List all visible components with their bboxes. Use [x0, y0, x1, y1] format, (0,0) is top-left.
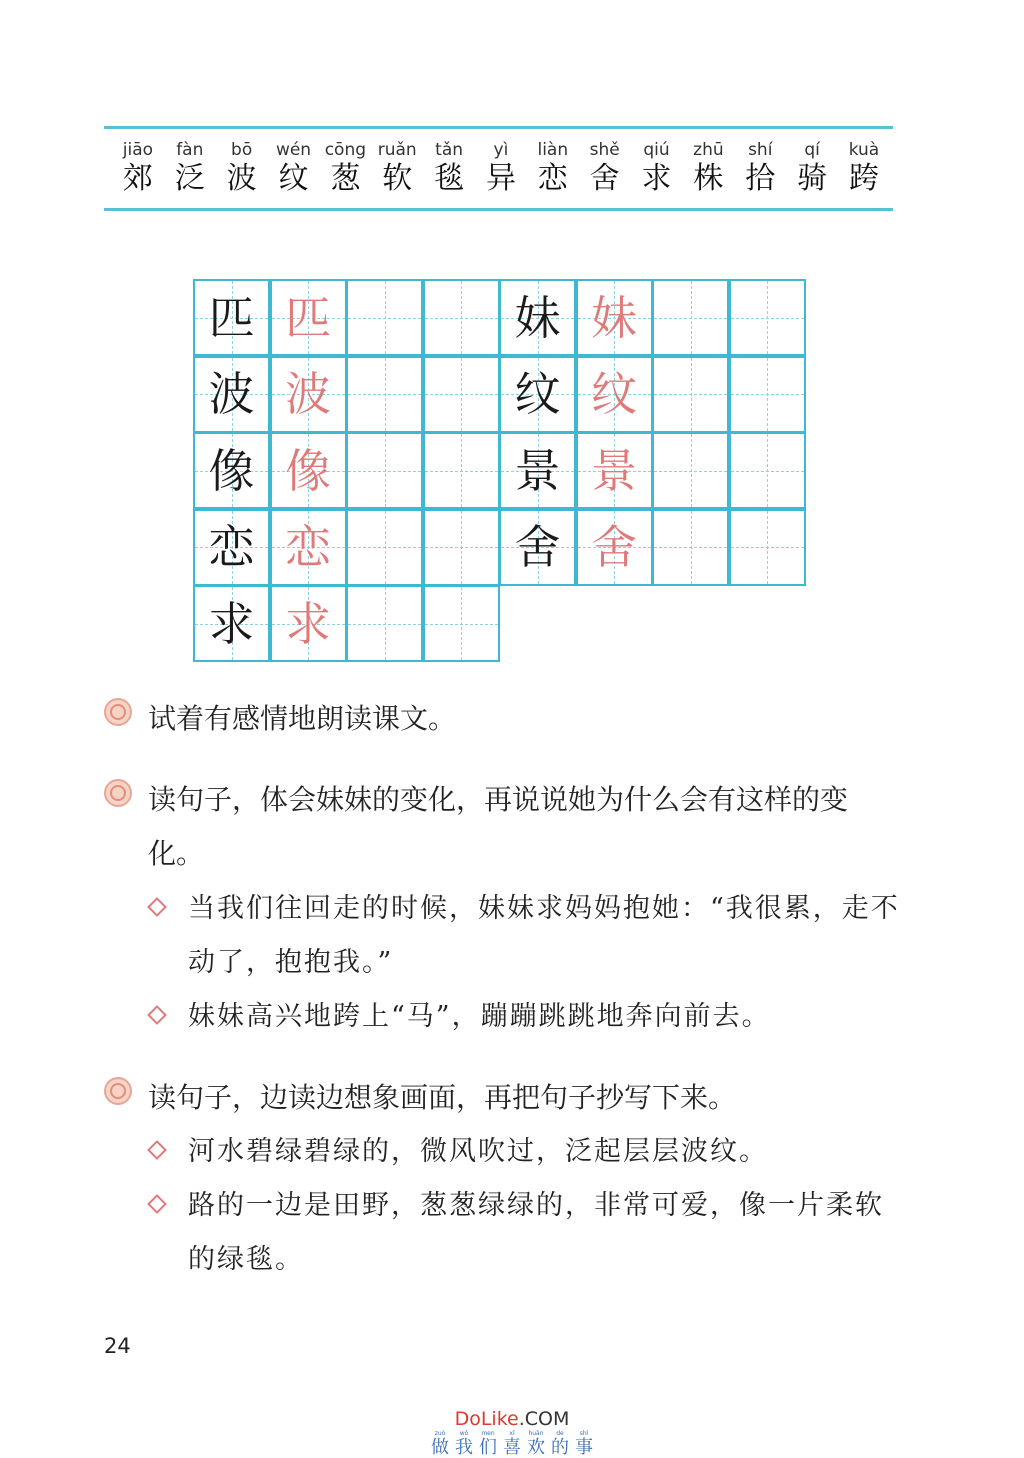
- grid-cell-model: [193, 279, 270, 356]
- grid-cell-blank: [346, 356, 423, 433]
- sentence-item: [150, 882, 900, 990]
- vocab-pinyin: yì: [493, 140, 509, 160]
- trace-character: 波: [285, 367, 331, 421]
- vocab-item: [631, 139, 683, 197]
- vocab-char: 求: [641, 161, 672, 196]
- watermark-pinyin: shì: [579, 1430, 589, 1437]
- sentence-item: [150, 1125, 900, 1179]
- vocab-char: 纹: [278, 161, 309, 196]
- vocab-char: 郊: [122, 161, 153, 196]
- grid-cell-blank: [423, 585, 500, 662]
- watermark-char: 我: [455, 1437, 473, 1458]
- sentence-text: 河水碧绿碧绿的，微风吹过，泛起层层波纹。: [188, 1136, 768, 1167]
- grid-cell-model: [499, 509, 576, 586]
- grid-cell-blank: [346, 432, 423, 509]
- vocab-pinyin: cōng: [324, 140, 367, 160]
- grid-cell-model: [499, 279, 576, 356]
- grid-cell-model: [193, 509, 270, 586]
- exercise-bullet-icon: [104, 1077, 132, 1105]
- trace-character: 舍: [591, 520, 637, 574]
- vocab-char: 恋: [537, 161, 568, 196]
- model-character: 恋: [208, 520, 255, 574]
- model-character: 舍: [514, 520, 561, 574]
- exercise-3: [104, 1071, 904, 1125]
- vocab-pinyin: tǎn: [435, 140, 464, 160]
- diamond-bullet-icon: [147, 1194, 167, 1214]
- vocab-pinyin: shí: [748, 140, 773, 160]
- grid-cell-blank: [652, 509, 729, 586]
- grid-cell-blank: [729, 432, 806, 509]
- exercise-bullet-icon: [104, 779, 132, 807]
- grid-cell-blank: [346, 585, 423, 662]
- vocab-pinyin: kuà: [848, 140, 880, 160]
- watermark-char: 欢: [527, 1437, 545, 1458]
- exercise-1: [104, 692, 904, 746]
- model-character: 求: [208, 596, 255, 651]
- vocab-char: 泛: [174, 161, 205, 196]
- vocab-pinyin: ruǎn: [377, 140, 417, 160]
- diamond-bullet-icon: [147, 1140, 167, 1160]
- grid-cell-blank: [346, 279, 423, 356]
- vocab-pinyin: qí: [804, 140, 820, 160]
- grid-cell-trace: [270, 279, 347, 356]
- page-number: 24: [104, 1334, 131, 1358]
- vocab-pinyin: liàn: [537, 140, 569, 160]
- exercise-instruction: 试着有感情地朗读课文。: [148, 702, 457, 735]
- watermark-char: 喜: [503, 1437, 521, 1458]
- vocab-char: 株: [693, 161, 724, 196]
- trace-character: 匹: [285, 290, 331, 345]
- watermark-char: 的: [551, 1437, 569, 1458]
- grid-cell-blank: [729, 279, 806, 356]
- vocab-item: [112, 139, 164, 197]
- vocab-item: [423, 139, 475, 197]
- vocab-item: [268, 139, 320, 197]
- vocab-item: [164, 139, 216, 197]
- exercise-instruction: 读句子，边读边想象画面，再把句子抄写下来。: [148, 1081, 737, 1114]
- vocab-item: [682, 139, 734, 197]
- sentence-item: [150, 1179, 900, 1287]
- vocab-char: 跨: [848, 161, 879, 196]
- model-character: 妹: [514, 290, 561, 345]
- vocab-char: 软: [382, 161, 413, 196]
- vocab-char: 葱: [330, 161, 361, 196]
- model-character: 匹: [208, 290, 255, 345]
- sentence-item: [150, 990, 900, 1044]
- grid-cell-trace: [576, 356, 653, 433]
- watermark-brand: [412, 1408, 612, 1430]
- vocab-pinyin: fàn: [176, 140, 204, 160]
- vocab-item: [475, 139, 527, 197]
- grid-cell-blank: [346, 509, 423, 586]
- diamond-bullet-icon: [147, 897, 167, 917]
- vocab-pinyin: shě: [589, 140, 620, 160]
- exercise-bullet-icon: [104, 698, 132, 726]
- grid-cell-trace: [576, 509, 653, 586]
- vocab-item: [786, 139, 838, 197]
- vocab-char: 毯: [434, 161, 465, 196]
- vocab-item: [216, 139, 268, 197]
- grid-cell-blank: [652, 356, 729, 433]
- sentence-text: 当我们往回走的时候，妹妹求妈妈抱她：“我很累，走不动了，抱抱我。”: [188, 893, 900, 978]
- grid-cell-blank: [423, 356, 500, 433]
- vocab-item: [527, 139, 579, 197]
- trace-character: 像: [285, 443, 331, 498]
- vocab-item: [319, 139, 371, 197]
- vocab-item: [579, 139, 631, 197]
- vocabulary-strip: [104, 126, 893, 211]
- vocab-char: 波: [226, 161, 257, 196]
- grid-cell-blank: [652, 432, 729, 509]
- grid-cell-blank: [729, 509, 806, 586]
- vocab-item: [734, 139, 786, 197]
- diamond-bullet-icon: [147, 1005, 167, 1025]
- model-character: 景: [514, 443, 561, 498]
- vocab-char: 骑: [797, 161, 828, 196]
- grid-cell-trace: [270, 432, 347, 509]
- vocab-char: 拾: [745, 161, 776, 196]
- vocab-pinyin: qiú: [643, 140, 670, 160]
- watermark-pinyin: zuò: [434, 1430, 446, 1437]
- model-character: 纹: [514, 367, 561, 421]
- trace-character: 景: [591, 443, 637, 498]
- vocab-char: 舍: [589, 161, 620, 196]
- watermark-brand-prefix: DoLike: [454, 1408, 519, 1430]
- grid-cell-blank: [423, 509, 500, 586]
- watermark-pinyin: men: [481, 1430, 495, 1437]
- grid-cell-blank: [652, 279, 729, 356]
- grid-cell-model: [193, 585, 270, 662]
- watermark-pinyin: de: [556, 1430, 564, 1437]
- grid-cell-trace: [576, 432, 653, 509]
- trace-character: 妹: [591, 290, 637, 345]
- grid-cell-blank: [729, 356, 806, 433]
- grid-cell-model: [499, 432, 576, 509]
- watermark-char: 们: [479, 1437, 497, 1458]
- watermark-brand-suffix: .COM: [518, 1408, 570, 1430]
- grid-cell-trace: [270, 509, 347, 586]
- vocab-pinyin: bō: [231, 140, 253, 160]
- sentence-text: 妹妹高兴地跨上“马”，蹦蹦跳跳地奔向前去。: [188, 1001, 771, 1032]
- watermark-pinyin: xǐ: [509, 1430, 515, 1437]
- vocab-item: [371, 139, 423, 197]
- sentence-text: 路的一边是田野，葱葱绿绿的，非常可爱，像一片柔软的绿毯。: [188, 1190, 884, 1275]
- trace-character: 纹: [591, 367, 637, 421]
- exercise-instruction: 读句子，体会妹妹的变化，再说说她为什么会有这样的变化。: [148, 783, 849, 870]
- grid-cell-blank: [423, 279, 500, 356]
- grid-cell-model: [499, 356, 576, 433]
- watermark: [412, 1408, 612, 1458]
- exercise-2: [104, 773, 904, 881]
- vocab-pinyin: jiāo: [122, 140, 154, 160]
- watermark-pinyin: huān: [528, 1430, 544, 1437]
- grid-cell-model: [193, 356, 270, 433]
- watermark-char: 做: [431, 1437, 449, 1458]
- watermark-char: 事: [575, 1437, 593, 1458]
- vocab-pinyin: wén: [275, 140, 312, 160]
- grid-cell-trace: [576, 279, 653, 356]
- vocab-char: 异: [485, 161, 516, 196]
- trace-character: 求: [285, 596, 331, 651]
- grid-cell-blank: [423, 432, 500, 509]
- grid-cell-model: [193, 432, 270, 509]
- trace-character: 恋: [285, 520, 331, 574]
- vocab-item: [838, 139, 890, 197]
- grid-cell-trace: [270, 356, 347, 433]
- watermark-pinyin: wǒ: [459, 1430, 469, 1437]
- grid-cell-trace: [270, 585, 347, 662]
- model-character: 波: [208, 367, 255, 421]
- model-character: 像: [208, 443, 255, 498]
- vocab-pinyin: zhū: [693, 140, 724, 160]
